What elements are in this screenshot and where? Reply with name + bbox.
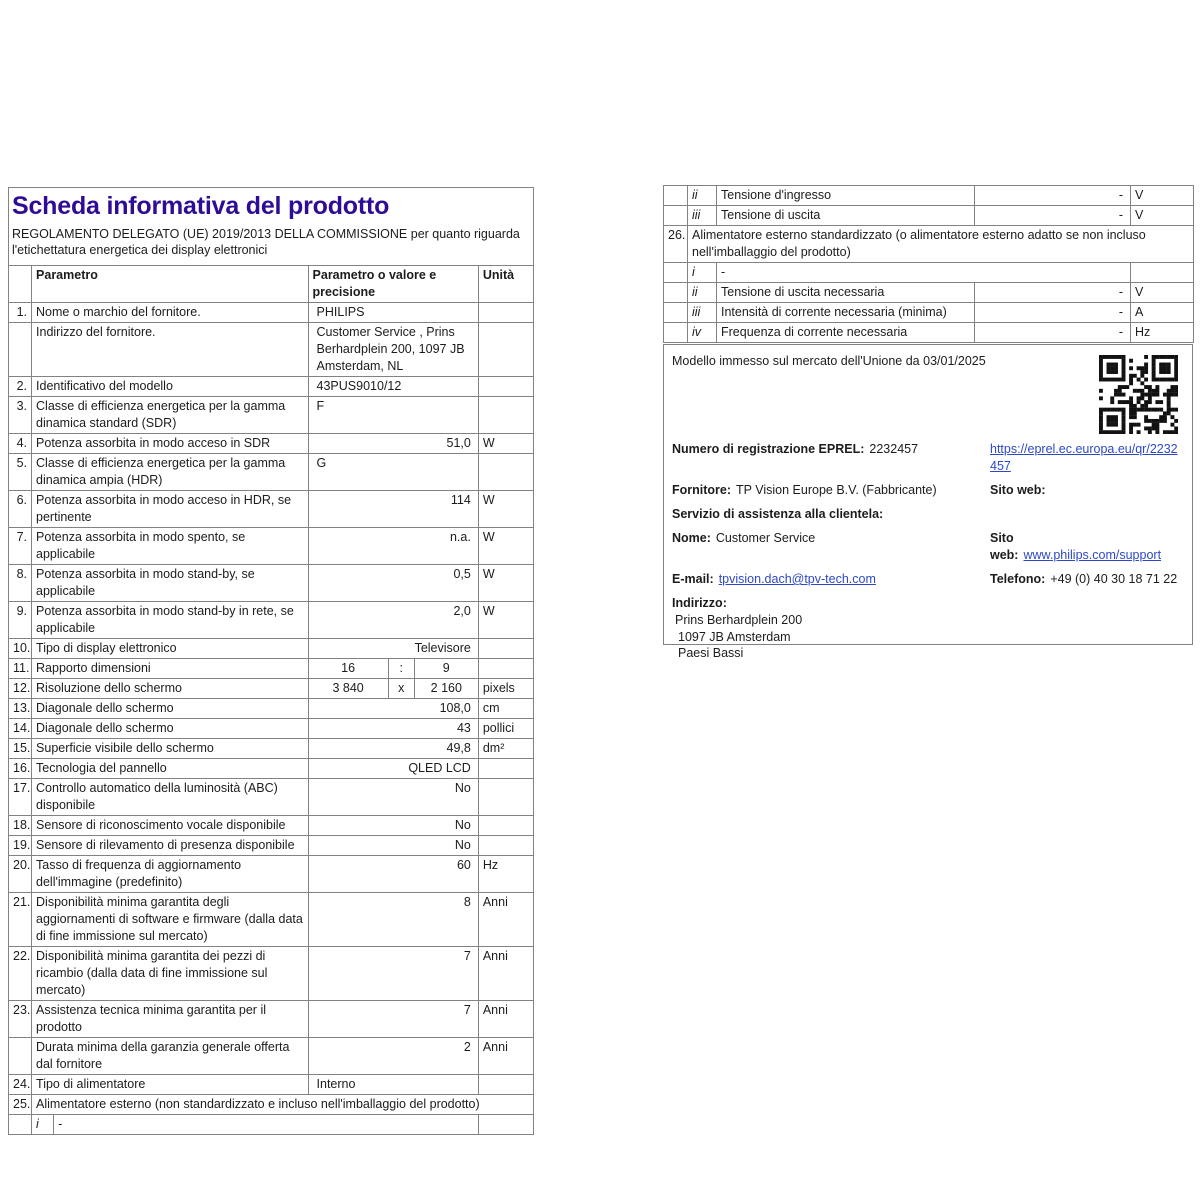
table-row — [9, 1075, 534, 1095]
row-parameter: Tecnologia del pannello — [32, 759, 309, 779]
row-unit — [478, 639, 533, 659]
row-unit: W — [478, 434, 533, 454]
row-value: 7 — [308, 1001, 478, 1038]
row-roman-numeral: iv — [688, 323, 717, 343]
row-value: 8 — [308, 893, 478, 947]
row-parameter: Rapporto dimensioni — [32, 659, 309, 679]
row-number: 21. — [9, 893, 32, 947]
row-label: Tensione di uscita necessaria — [717, 283, 975, 303]
row-parameter: Identificativo del modello — [32, 377, 309, 397]
row-number — [664, 283, 688, 303]
row-value: 7 — [308, 947, 478, 1001]
parameters-continuation-section — [663, 185, 1193, 343]
row-number — [664, 186, 688, 206]
table-row — [9, 397, 534, 434]
row-unit: Anni — [478, 1038, 533, 1075]
row-unit: dm² — [478, 739, 533, 759]
row-value: 60 — [308, 856, 478, 893]
row-number: 24. — [9, 1075, 32, 1095]
row-number: 3. — [9, 397, 32, 434]
row-unit: W — [478, 602, 533, 639]
row-parameter: Classe di efficienza energetica per la gamma dinamica standard (SDR) — [32, 397, 309, 434]
row-number — [9, 1038, 32, 1075]
supplier-info-box — [663, 344, 1193, 660]
row-unit — [478, 816, 533, 836]
row-unit: pixels — [478, 679, 533, 699]
sito-web-link[interactable]: www.philips.com/support — [1023, 548, 1162, 562]
row-value: 2,0 — [308, 602, 478, 639]
row-unit — [478, 377, 533, 397]
row-unit — [1131, 263, 1194, 283]
table-row — [9, 893, 534, 947]
qr-code-icon — [1099, 355, 1178, 434]
row-number: 14. — [9, 719, 32, 739]
table-row — [664, 323, 1194, 343]
row-number: 13. — [9, 699, 32, 719]
market-entry-line: Modello immesso sul mercato dell'Unione da 03/01/2025 — [672, 354, 986, 368]
col-header-unita: Unità — [478, 266, 533, 303]
table-row — [9, 323, 534, 377]
row-unit — [478, 836, 533, 856]
row-unit: Hz — [1131, 323, 1194, 343]
row-label: - — [717, 263, 1131, 283]
row-value: Televisore — [308, 639, 478, 659]
row-number: 26. — [664, 226, 688, 263]
row-number — [664, 323, 688, 343]
nome-label: Nome: — [672, 531, 711, 545]
table-row — [9, 434, 534, 454]
table-row — [9, 816, 534, 836]
row-parameter: Potenza assorbita in modo acceso in HDR, se pertinente — [32, 491, 309, 528]
row-value-second: 9 — [414, 659, 478, 679]
page-title: Scheda informativa del prodotto — [12, 192, 390, 220]
row-number: 5. — [9, 454, 32, 491]
row-number: 2. — [9, 377, 32, 397]
row-number: 17. — [9, 779, 32, 816]
row-value: - — [975, 283, 1131, 303]
telefono-label: Telefono: — [990, 572, 1046, 586]
row-unit — [478, 397, 533, 434]
row-value: Customer Service , Prins Berhardplein 200, 1097 JB Amsterdam, NL — [308, 323, 478, 377]
table-row — [9, 779, 534, 816]
table-row — [9, 759, 534, 779]
row-value: 114 — [308, 491, 478, 528]
row-number — [664, 263, 688, 283]
table-row — [9, 1095, 534, 1115]
row-value: QLED LCD — [308, 759, 478, 779]
row-unit — [478, 323, 533, 377]
row-parameter: Tipo di alimentatore — [32, 1075, 309, 1095]
indirizzo-label: Indirizzo: — [672, 596, 727, 610]
table-row — [9, 1115, 534, 1135]
row-unit: A — [1131, 303, 1194, 323]
sito-web-label: Sito web: — [990, 483, 1046, 497]
row-unit: W — [478, 491, 533, 528]
row-parameter: Potenza assorbita in modo acceso in SDR — [32, 434, 309, 454]
page-subtitle: REGOLAMENTO DELEGATO (UE) 2019/2013 DELLA COMMISSIONE per quanto riguarda l'etichettatura energetica dei display elettronici — [12, 227, 520, 257]
row-number: 20. — [9, 856, 32, 893]
row-unit: Anni — [478, 1001, 533, 1038]
row-unit — [478, 1075, 533, 1095]
fornitore-value: TP Vision Europe B.V. (Fabbricante) — [736, 483, 937, 497]
row-number — [664, 206, 688, 226]
row-number: 19. — [9, 836, 32, 856]
row-unit — [478, 303, 533, 323]
table-row — [9, 565, 534, 602]
row-number: 22. — [9, 947, 32, 1001]
row-value: 0,5 — [308, 565, 478, 602]
table-row — [9, 303, 534, 323]
row-number — [9, 1115, 32, 1135]
row-number: 11. — [9, 659, 32, 679]
row-label: Frequenza di corrente necessaria — [717, 323, 975, 343]
table-row — [9, 639, 534, 659]
row-number: 6. — [9, 491, 32, 528]
row-parameter: Potenza assorbita in modo stand-by in rete, se applicabile — [32, 602, 309, 639]
fiche-title-block — [8, 187, 534, 265]
row-value: PHILIPS — [308, 303, 478, 323]
table-row — [9, 1001, 534, 1038]
table-row — [9, 454, 534, 491]
row-parameter: Disponibilità minima garantita degli aggiornamenti di software e firmware (dalla data di fine immissione sul mercato) — [32, 893, 309, 947]
table-row — [664, 303, 1194, 323]
row-unit: Anni — [478, 947, 533, 1001]
row-value: 2 — [308, 1038, 478, 1075]
table-row — [9, 739, 534, 759]
row-value: 43 — [308, 719, 478, 739]
row-number: 25. — [9, 1095, 32, 1115]
row-value: - — [975, 303, 1131, 323]
row-number: 1. — [9, 303, 32, 323]
row-unit: V — [1131, 206, 1194, 226]
fornitore-label: Fornitore: — [672, 483, 732, 497]
table-row — [664, 263, 1194, 283]
row-roman-numeral: iii — [688, 206, 717, 226]
row-number: 9. — [9, 602, 32, 639]
row-unit — [478, 659, 533, 679]
row-parameter: Assistenza tecnica minima garantita per il prodotto — [32, 1001, 309, 1038]
col-header-number — [9, 266, 32, 303]
row-value: F — [308, 397, 478, 434]
table-row — [9, 699, 534, 719]
row-value: No — [308, 836, 478, 856]
row-unit: V — [1131, 283, 1194, 303]
table-row — [664, 226, 1194, 263]
row-unit — [478, 1115, 533, 1135]
row-unit: W — [478, 528, 533, 565]
row-roman-numeral: iii — [688, 303, 717, 323]
row-span-text: Alimentatore esterno (non standardizzato e incluso nell'imballaggio del prodotto) — [32, 1095, 534, 1115]
row-parameter: Diagonale dello schermo — [32, 719, 309, 739]
row-number: 15. — [9, 739, 32, 759]
eprel-number: 2232457 — [869, 442, 919, 456]
row-roman-numeral: ii — [688, 186, 717, 206]
row-number — [9, 323, 32, 377]
row-unit — [478, 454, 533, 491]
row-value: 108,0 — [308, 699, 478, 719]
row-unit: cm — [478, 699, 533, 719]
row-parameter: Sensore di rilevamento di presenza disponibile — [32, 836, 309, 856]
row-number: 10. — [9, 639, 32, 659]
col-header-parametro: Parametro — [32, 266, 309, 303]
table-row — [664, 283, 1194, 303]
row-roman-numeral: i — [32, 1115, 54, 1135]
table-row — [664, 206, 1194, 226]
table-row — [9, 1038, 534, 1075]
row-span-text: Alimentatore esterno standardizzato (o alimentatore esterno adatto se non incluso nell'imballaggio del prodotto) — [688, 226, 1194, 263]
row-parameter: Controllo automatico della luminosità (ABC) disponibile — [32, 779, 309, 816]
address-line-1: Prins Berhardplein 200 — [675, 613, 803, 627]
table-header-row — [9, 266, 534, 303]
row-parameter: Nome o marchio del fornitore. — [32, 303, 309, 323]
eprel-link[interactable]: https://eprel.ec.europa.eu/qr/2232457 — [990, 442, 1178, 473]
col-header-valore: Parametro o valore e precisione — [308, 266, 478, 303]
servizio-row — [672, 506, 1182, 523]
row-unit — [478, 779, 533, 816]
row-number: 8. — [9, 565, 32, 602]
address-line-2: 1097 JB Amsterdam — [678, 629, 791, 644]
eprel-row — [672, 441, 1182, 475]
row-value: No — [308, 816, 478, 836]
table-row — [9, 947, 534, 1001]
servizio-label: Servizio di assistenza alla clientela: — [672, 507, 884, 521]
row-parameter: Durata minima della garanzia generale offerta dal fornitore — [32, 1038, 309, 1075]
table-row — [9, 659, 534, 679]
row-roman-numeral: ii — [688, 283, 717, 303]
row-roman-numeral: i — [688, 263, 717, 283]
row-value: No — [308, 779, 478, 816]
row-parameter: Risoluzione dello schermo — [32, 679, 309, 699]
row-parameter: Disponibilità minima garantita dei pezzi di ricambio (dalla data di fine immissione sul mercato) — [32, 947, 309, 1001]
row-value: - — [975, 323, 1131, 343]
row-parameter: Sensore di riconoscimento vocale disponibile — [32, 816, 309, 836]
row-unit — [478, 759, 533, 779]
row-number: 4. — [9, 434, 32, 454]
telefono-value: +49 (0) 40 30 18 71 22 — [1050, 572, 1178, 586]
table-row — [9, 602, 534, 639]
row-value-first: 3 840 — [308, 679, 388, 699]
table-row — [9, 528, 534, 565]
row-parameter: Potenza assorbita in modo stand-by, se applicabile — [32, 565, 309, 602]
row-parameter: Indirizzo del fornitore. — [32, 323, 309, 377]
row-value: n.a. — [308, 528, 478, 565]
row-parameter: Diagonale dello schermo — [32, 699, 309, 719]
row-unit: Anni — [478, 893, 533, 947]
row-value: - — [975, 186, 1131, 206]
row-parameter: Tasso di frequenza di aggiornamento dell'immagine (predefinito) — [32, 856, 309, 893]
product-fiche-section — [8, 187, 534, 1135]
address-line-3: Paesi Bassi — [678, 646, 744, 660]
parameters-table-left — [8, 265, 534, 1135]
row-value: G — [308, 454, 478, 491]
row-unit: pollici — [478, 719, 533, 739]
address-block — [672, 595, 1182, 662]
row-label: Intensità di corrente necessaria (minima) — [717, 303, 975, 323]
row-number: 12. — [9, 679, 32, 699]
row-value: Interno — [308, 1075, 478, 1095]
row-value-second: 2 160 — [414, 679, 478, 699]
row-label: Tensione d'ingresso — [717, 186, 975, 206]
row-number: 16. — [9, 759, 32, 779]
row-label: Tensione di uscita — [717, 206, 975, 226]
table-row — [9, 719, 534, 739]
row-number: 18. — [9, 816, 32, 836]
table-row — [9, 491, 534, 528]
row-unit: W — [478, 565, 533, 602]
row-value-separator: : — [388, 659, 414, 679]
row-number — [664, 303, 688, 323]
nome-row — [672, 530, 1182, 564]
row-value: 49,8 — [308, 739, 478, 759]
table-row — [9, 856, 534, 893]
row-value: 43PUS9010/12 — [308, 377, 478, 397]
email-link[interactable]: tpvision.dach@tpv-tech.com — [718, 572, 876, 586]
row-value: - — [975, 206, 1131, 226]
table-row — [664, 186, 1194, 206]
parameters-table-right — [663, 185, 1194, 343]
row-value-first: 16 — [308, 659, 388, 679]
table-row — [9, 836, 534, 856]
row-number: 7. — [9, 528, 32, 565]
nome-value: Customer Service — [715, 531, 816, 545]
row-parameter: Classe di efficienza energetica per la gamma dinamica ampia (HDR) — [32, 454, 309, 491]
table-row — [9, 679, 534, 699]
sito-web-label-2: Sito web: — [990, 531, 1019, 562]
row-parameter: Tipo di display elettronico — [32, 639, 309, 659]
row-label: - — [54, 1115, 479, 1135]
table-row — [9, 377, 534, 397]
row-value-separator: x — [388, 679, 414, 699]
eprel-label: Numero di registrazione EPREL: — [672, 442, 865, 456]
row-number: 23. — [9, 1001, 32, 1038]
row-parameter: Potenza assorbita in modo spento, se applicabile — [32, 528, 309, 565]
row-parameter: Superficie visibile dello schermo — [32, 739, 309, 759]
email-row — [672, 571, 1182, 588]
row-unit: Hz — [478, 856, 533, 893]
fornitore-row — [672, 482, 1182, 499]
row-value: 51,0 — [308, 434, 478, 454]
row-unit: V — [1131, 186, 1194, 206]
email-label: E-mail: — [672, 572, 714, 586]
